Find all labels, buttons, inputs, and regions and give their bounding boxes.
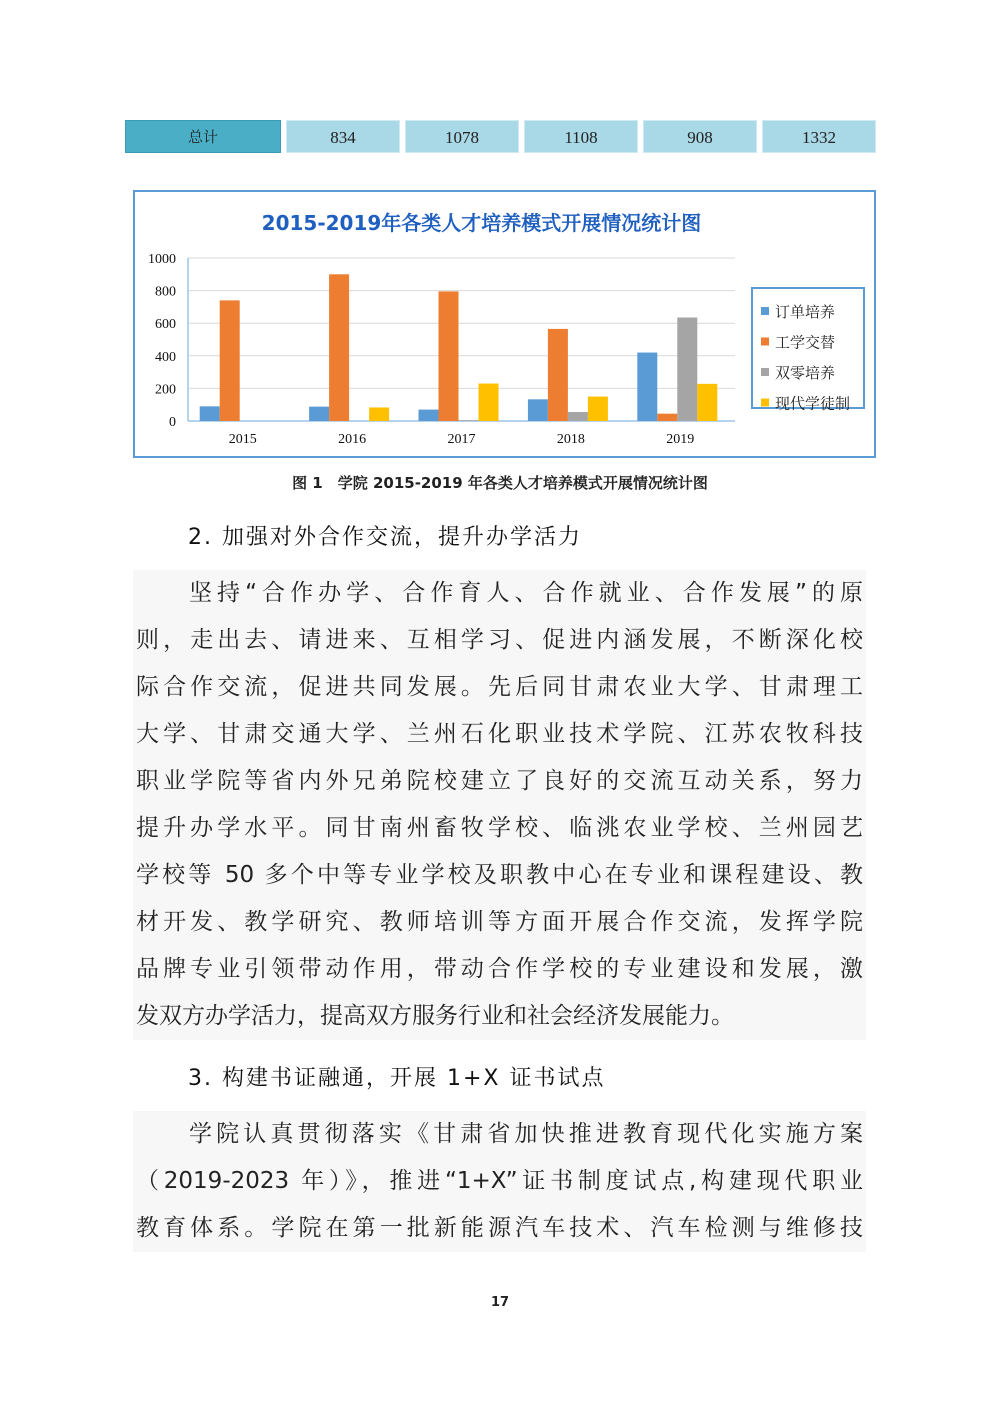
bar-现代学徒制 <box>697 384 717 421</box>
legend-label: 工学交替 <box>775 333 836 352</box>
legend-swatch <box>761 307 769 315</box>
text-line: 则，走出去、请进来、互相学习、促进内涵发展，不断深化校 <box>136 627 863 653</box>
x-tick-label: 2016 <box>338 432 367 447</box>
bar-双零培养 <box>459 420 479 421</box>
bar-chart <box>133 190 876 458</box>
bar-工学交替 <box>657 414 677 421</box>
legend-label: 现代学徒制 <box>775 394 851 413</box>
bar-现代学徒制 <box>369 407 389 421</box>
bar-现代学徒制 <box>588 397 608 421</box>
legend-swatch <box>761 368 769 376</box>
paragraph <box>133 1111 866 1252</box>
figure-caption: 图 1 学院 2015-2019 年各类人才培养模式开展情况统计图 <box>292 474 708 492</box>
y-tick-label: 200 <box>155 382 176 398</box>
text-line: 职业学院等省内外兄弟院校建立了良好的交流互动关系，努力 <box>136 768 863 794</box>
text-line: 坚持“合作办学、合作育人、合作就业、合作发展”的原 <box>189 580 863 606</box>
text-line: 教育体系。学院在第一批新能源汽车技术、汽车检测与维修技 <box>136 1215 863 1241</box>
bar-工学交替 <box>220 300 240 421</box>
x-tick-label: 2017 <box>447 432 476 447</box>
section-heading: 2. 加强对外合作交流，提升办学活力 <box>188 525 582 550</box>
text-line: 大学、甘肃交通大学、兰州石化职业技术学院、江苏农牧科技 <box>136 721 863 747</box>
text-line: 学校等 50 多个中等专业学校及职教中心在专业和课程建设、教 <box>136 862 863 888</box>
text-line: 材开发、教学研究、教师培训等方面开展合作交流，发挥学院 <box>136 909 863 935</box>
x-tick-label: 2019 <box>666 432 695 447</box>
text-line: 际合作交流，促进共同发展。先后同甘肃农业大学、甘肃理工 <box>136 674 863 700</box>
bar-工学交替 <box>548 329 568 421</box>
y-tick-label: 1000 <box>148 252 176 267</box>
bar-工学交替 <box>329 274 349 421</box>
x-tick-label: 2015 <box>228 432 257 447</box>
bar-现代学徒制 <box>479 384 499 421</box>
total-cell: 1078 <box>405 120 519 153</box>
legend-swatch <box>761 338 769 346</box>
total-cell: 908 <box>643 120 757 153</box>
text-line: 发双方办学活力，提高双方服务行业和社会经济发展能力。 <box>136 1003 734 1029</box>
chart-svg <box>135 192 874 456</box>
y-tick-label: 400 <box>155 349 176 365</box>
section-heading: 3. 构建书证融通，开展 1+X 证书试点 <box>188 1066 606 1091</box>
total-cell: 1108 <box>524 120 638 153</box>
y-tick-label: 0 <box>169 415 176 430</box>
bar-订单培养 <box>528 399 548 421</box>
text-line: 提升办学水平。同甘南州畜牧学校、临洮农业学校、兰州园艺 <box>136 815 863 841</box>
paragraph <box>133 570 866 1040</box>
bar-工学交替 <box>439 291 459 421</box>
legend-label: 双零培养 <box>775 364 836 382</box>
page-number: 17 <box>490 1295 510 1310</box>
legend-label: 订单培养 <box>775 303 836 321</box>
bar-订单培养 <box>309 407 329 421</box>
total-row <box>125 120 876 153</box>
bar-订单培养 <box>200 406 220 421</box>
y-tick-label: 800 <box>155 284 176 300</box>
total-label: 总计 <box>125 120 281 153</box>
text-line: （2019-2023 年）》，推进“1+X”证书制度试点,构建现代职业 <box>136 1168 863 1194</box>
bar-双零培养 <box>568 412 588 421</box>
bar-订单培养 <box>637 353 657 421</box>
total-cell: 1332 <box>762 120 876 153</box>
chart-title: 2015-2019年各类人才培养模式开展情况统计图 <box>261 211 702 235</box>
y-tick-label: 600 <box>155 317 176 333</box>
bar-双零培养 <box>677 317 697 421</box>
text-line: 品牌专业引领带动作用，带动合作学校的专业建设和发展，激 <box>136 956 863 982</box>
total-cell: 834 <box>286 120 400 153</box>
legend-swatch <box>761 399 769 407</box>
bar-订单培养 <box>419 410 439 421</box>
text-line: 学院认真贯彻落实《甘肃省加快推进教育现代化实施方案 <box>189 1121 863 1147</box>
x-tick-label: 2018 <box>556 432 585 447</box>
